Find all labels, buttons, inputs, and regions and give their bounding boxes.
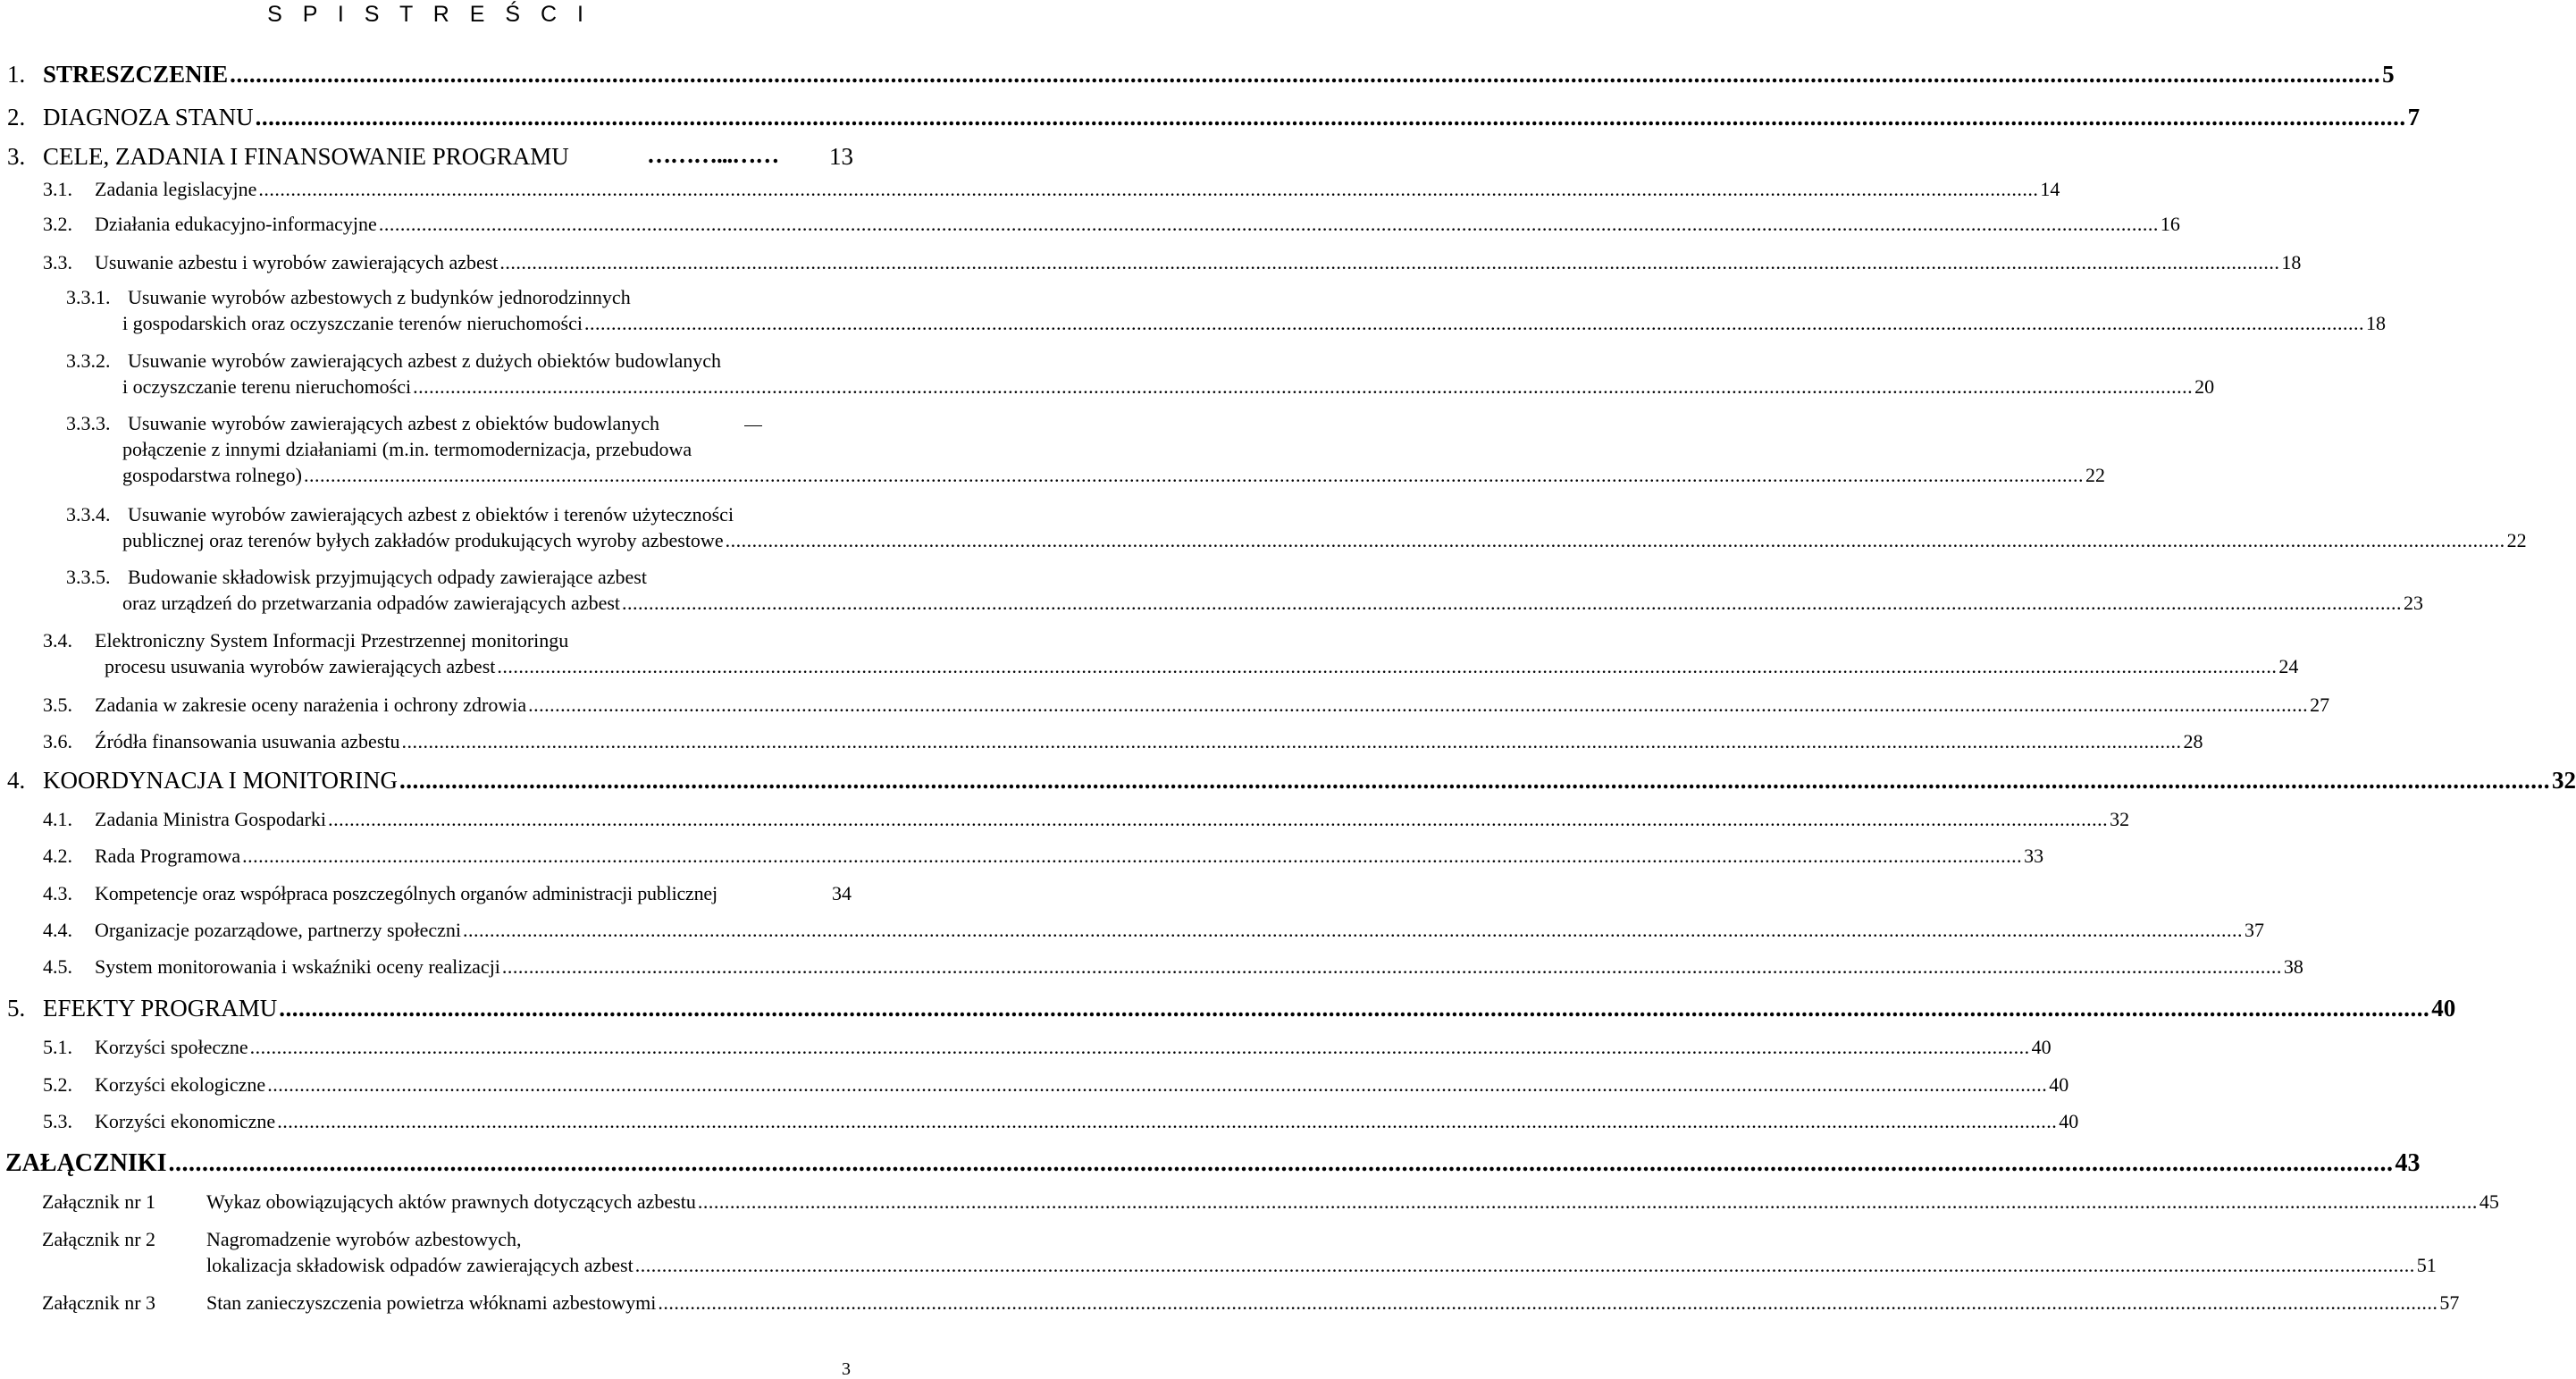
toc-number: 3.3.4. [66, 503, 111, 526]
toc-entry-3-5[interactable] [95, 694, 2330, 716]
toc-entry-3-1[interactable] [95, 178, 2060, 200]
toc-entry-title: Stan zanieczyszczenia powietrza włóknami azbestowymi [206, 1291, 657, 1314]
toc-entry-title: Korzyści społeczne [95, 1036, 248, 1058]
toc-entry-title-line[interactable]: Usuwanie wyrobów zawierających azbest z dużych obiektów budowlanych [128, 349, 722, 372]
dot-leader: ............................................................................................................................................................................................................................................................................................................................................ [258, 178, 2039, 200]
dot-leader: ............................................................................................................................................................................................................................................................................................................................................ [304, 464, 2085, 486]
toc-entry-title: ZAŁĄCZNIKI [5, 1149, 167, 1177]
toc-page-number: 38 [2283, 955, 2303, 978]
toc-entry-4-4[interactable] [95, 919, 2265, 941]
toc-entry-5-1[interactable] [95, 1036, 2052, 1058]
toc-page-number: 34 [832, 882, 852, 904]
toc-number: 3.5. [43, 694, 72, 716]
toc-page-number: 22 [2506, 529, 2527, 551]
toc-entry-3-3-1[interactable] [122, 312, 2386, 334]
toc-number: 4.2. [43, 845, 72, 867]
toc-entry-title: procesu usuwania wyrobów zawierających azbest [105, 655, 496, 677]
toc-entry-annex-3[interactable] [206, 1291, 2460, 1314]
toc-entry-title: i oczyszczanie terenu nieruchomości [122, 375, 412, 398]
toc-entry-title: System monitorowania i wskaźniki oceny realizacji [95, 955, 500, 978]
dash-mark [744, 425, 762, 426]
toc-entry-4[interactable] [43, 767, 2576, 794]
toc-entry-3-2[interactable] [95, 213, 2180, 235]
toc-page-number: 27 [2310, 694, 2330, 716]
toc-entry-title: Zadania legislacyjne [95, 178, 257, 200]
toc-entry-2[interactable] [43, 104, 2421, 130]
dot-leader: ............................................................................................................................................................................................................................................................................................................................................ [634, 1254, 2415, 1276]
dot-leader: ............................................................................................................................................................................................................................................................................................................................................ [168, 1149, 2394, 1177]
toc-entry-title: i gospodarskich oraz oczyszczanie terenów nieruchomości [122, 312, 583, 334]
toc-entry-title: Rada Programowa [95, 845, 241, 867]
page-title: S P I S T R E Ś C I [267, 2, 591, 27]
toc-entry-annex-1[interactable] [206, 1190, 2499, 1213]
toc-number: 3.3.2. [66, 349, 111, 372]
toc-number: 5.1. [43, 1036, 72, 1058]
toc-page-number: 28 [2183, 730, 2203, 753]
toc-entry-title-line[interactable]: Nagromadzenie wyrobów azbestowych, [206, 1228, 522, 1250]
toc-number: 4.4. [43, 919, 72, 941]
toc-entry-title: Organizacje pozarządowe, partnerzy społeczni [95, 919, 462, 941]
toc-number: 3.4. [43, 629, 72, 652]
dot-leader: ............................................................................................................................................................................................................................................................................................................................................ [463, 919, 2244, 941]
toc-page-number: 40 [2431, 995, 2456, 1022]
toc-entry-3-3-5[interactable] [122, 592, 2424, 614]
toc-number: 3.1. [43, 178, 72, 200]
annex-label: Załącznik nr 2 [42, 1228, 156, 1250]
toc-page-number: 7 [2407, 104, 2421, 130]
dot-leader: ............................................................................................................................................................................................................................................................................................................................................ [622, 592, 2403, 614]
toc-entry-4-5[interactable] [95, 955, 2303, 978]
toc-entry-title: KOORDYNACJA I MONITORING [43, 767, 399, 794]
dot-leader: ............................................................................................................................................................................................................................................................................................................................................ [658, 1291, 2438, 1314]
toc-entry-3-3-3[interactable] [122, 464, 2106, 486]
toc-number: 4. [7, 767, 26, 794]
toc-entry-title: gospodarstwa rolnego) [122, 464, 303, 486]
toc-number: 3.3.5. [66, 566, 111, 588]
toc-entry-title[interactable]: Kompetencje oraz współpraca poszczególnych organów administracji publicznej [95, 882, 717, 904]
toc-entry-title-line[interactable]: Usuwanie wyrobów azbestowych z budynków jednorodzinnych [128, 286, 631, 308]
toc-number: 3.3.1. [66, 286, 111, 308]
dot-leader: ............................................................................................................................................................................................................................................................................................................................................ [230, 61, 2381, 88]
toc-entry-annex-2[interactable] [206, 1254, 2437, 1276]
toc-page-number: 23 [2404, 592, 2424, 614]
toc-number: 1. [7, 61, 26, 88]
toc-number: 4.3. [43, 882, 72, 904]
toc-page-number: 16 [2160, 213, 2180, 235]
dot-leader: ............................................................................................................................................................................................................................................................................................................................................ [499, 251, 2280, 273]
annex-label: Załącznik nr 3 [42, 1291, 156, 1314]
toc-page-number: 43 [2395, 1149, 2421, 1177]
toc-entry-title: Wykaz obowiązujących aktów prawnych dotyczących azbestu [206, 1190, 696, 1213]
toc-page-number: 32 [2110, 808, 2130, 830]
dot-leader: ............................................................................................................................................................................................................................................................................................................................................ [242, 845, 2023, 867]
toc-page-number: 57 [2439, 1291, 2460, 1314]
toc-entry-title[interactable]: CELE, ZADANIA I FINANSOWANIE PROGRAMU [43, 143, 569, 170]
toc-entry-title: lokalizacja składowisk odpadów zawierających azbest [206, 1254, 634, 1276]
toc-page-number: 32 [2552, 767, 2576, 794]
toc-entry-title: oraz urządzeń do przetwarzania odpadów zawierających azbest [122, 592, 621, 614]
toc-number: 3.3.3. [66, 412, 111, 434]
toc-page-number: 18 [2281, 251, 2302, 273]
dot-leader: ............................................................................................................................................................................................................................................................................................................................................ [255, 104, 2406, 130]
toc-page-number: 40 [2031, 1036, 2052, 1058]
toc-entry-5-3[interactable] [95, 1110, 2079, 1132]
toc-page-number: 13 [829, 143, 853, 170]
dot-leader: ............................................................................................................................................................................................................................................................................................................................................ [497, 655, 2278, 677]
toc-entry-4-2[interactable] [95, 845, 2044, 867]
toc-entry-1[interactable] [43, 61, 2395, 88]
dot-leader: ............................................................................................................................................................................................................................................................................................................................................ [501, 955, 2282, 978]
toc-entry-title: Zadania Ministra Gospodarki [95, 808, 327, 830]
toc-number: 4.5. [43, 955, 72, 978]
toc-number: 5. [7, 995, 26, 1022]
toc-number: 5.2. [43, 1073, 72, 1096]
dot-leader: ............................................................................................................................................................................................................................................................................................................................................ [528, 694, 2309, 716]
dot-leader: ............................................................................................................................................................................................................................................................................................................................................ [697, 1190, 2478, 1213]
toc-entry-title: DIAGNOZA STANU [43, 104, 254, 130]
toc-page-number: 37 [2245, 919, 2265, 941]
toc-page-number: 33 [2024, 845, 2044, 867]
toc-entry-5[interactable] [43, 995, 2456, 1022]
toc-entry-3-6[interactable] [95, 730, 2203, 753]
dot-leader: ............................................................................................................................................................................................................................................................................................................................................ [267, 1073, 2048, 1096]
toc-entry-title: Zadania w zakresie oceny narażenia i ochrony zdrowia [95, 694, 527, 716]
dot-leader: ………...…… [647, 141, 779, 168]
toc-number: 3.3. [43, 251, 72, 273]
toc-entry-title: Źródła finansowania usuwania azbestu [95, 730, 400, 753]
toc-number: 3. [7, 143, 26, 170]
toc-page-number: 51 [2416, 1254, 2437, 1276]
toc-page-number: 45 [2479, 1190, 2499, 1213]
toc-entry-title: publicznej oraz terenów byłych zakładów produkujących wyroby azbestowe [122, 529, 724, 551]
toc-entry-title: Usuwanie azbestu i wyrobów zawierających azbest [95, 251, 499, 273]
dot-leader: ............................................................................................................................................................................................................................................................................................................................................ [378, 213, 2159, 235]
toc-page-number: 18 [2365, 312, 2386, 334]
footer-page-number: 3 [842, 1359, 851, 1379]
toc-entry-title: STRESZCZENIE [43, 61, 229, 88]
toc-page-number: 24 [2278, 655, 2299, 677]
annex-label: Załącznik nr 1 [42, 1190, 156, 1213]
toc-entry-3-4[interactable] [105, 655, 2299, 677]
toc-page-number: 20 [2194, 375, 2215, 398]
dot-leader: ............................................................................................................................................................................................................................................................................................................................................ [277, 1110, 2058, 1132]
toc-entry-title: Działania edukacyjno-informacyjne [95, 213, 377, 235]
toc-entry-title-line[interactable]: Budowanie składowisk przyjmujących odpady zawierające azbest [128, 566, 647, 588]
dot-leader: ............................................................................................................................................................................................................................................................................................................................................ [279, 995, 2430, 1022]
toc-page-number: 5 [2382, 61, 2395, 88]
toc-entry-title-line[interactable]: Usuwanie wyrobów zawierających azbest z obiektów i terenów użyteczności [128, 503, 734, 526]
dot-leader: ............................................................................................................................................................................................................................................................................................................................................ [401, 730, 2182, 753]
toc-number: 5.3. [43, 1110, 72, 1132]
toc-entry-title: Korzyści ekologiczne [95, 1073, 266, 1096]
toc-entry-5-2[interactable] [95, 1073, 2069, 1096]
dot-leader: ............................................................................................................................................................................................................................................................................................................................................ [583, 312, 2364, 334]
toc-entry-title-line[interactable]: Usuwanie wyrobów zawierających azbest z obiektów budowlanych [128, 412, 660, 434]
toc-number: 4.1. [43, 808, 72, 830]
toc-entry-3-3-4[interactable] [122, 529, 2527, 551]
toc-number: 2. [7, 104, 26, 130]
toc-entry-4-1[interactable] [95, 808, 2130, 830]
toc-page-number: 14 [2040, 178, 2060, 200]
toc-entry-title: Korzyści ekonomiczne [95, 1110, 276, 1132]
dot-leader: ............................................................................................................................................................................................................................................................................................................................................ [725, 529, 2505, 551]
dot-leader: ............................................................................................................................................................................................................................................................................................................................................ [413, 375, 2194, 398]
toc-entry-annexes[interactable] [5, 1149, 2421, 1177]
dot-leader: ............................................................................................................................................................................................................................................................................................................................................ [399, 767, 2551, 794]
toc-entry-title: EFEKTY PROGRAMU [43, 995, 278, 1022]
toc-page-number: 40 [2049, 1073, 2069, 1096]
toc-number: 3.6. [43, 730, 72, 753]
dot-leader: ............................................................................................................................................................................................................................................................................................................................................ [328, 808, 2109, 830]
toc-entry-3-3-2[interactable] [122, 375, 2215, 398]
toc-page-number: 40 [2059, 1110, 2079, 1132]
toc-entry-3-3[interactable] [95, 251, 2302, 273]
toc-number: 3.2. [43, 213, 72, 235]
toc-entry-title-line[interactable]: Elektroniczny System Informacji Przestrzennej monitoringu [95, 629, 569, 652]
toc-entry-title-line[interactable]: połączenie z innymi działaniami (m.in. termomodernizacja, przebudowa [122, 438, 692, 460]
toc-page-number: 22 [2085, 464, 2106, 486]
dot-leader: ............................................................................................................................................................................................................................................................................................................................................ [249, 1036, 2030, 1058]
